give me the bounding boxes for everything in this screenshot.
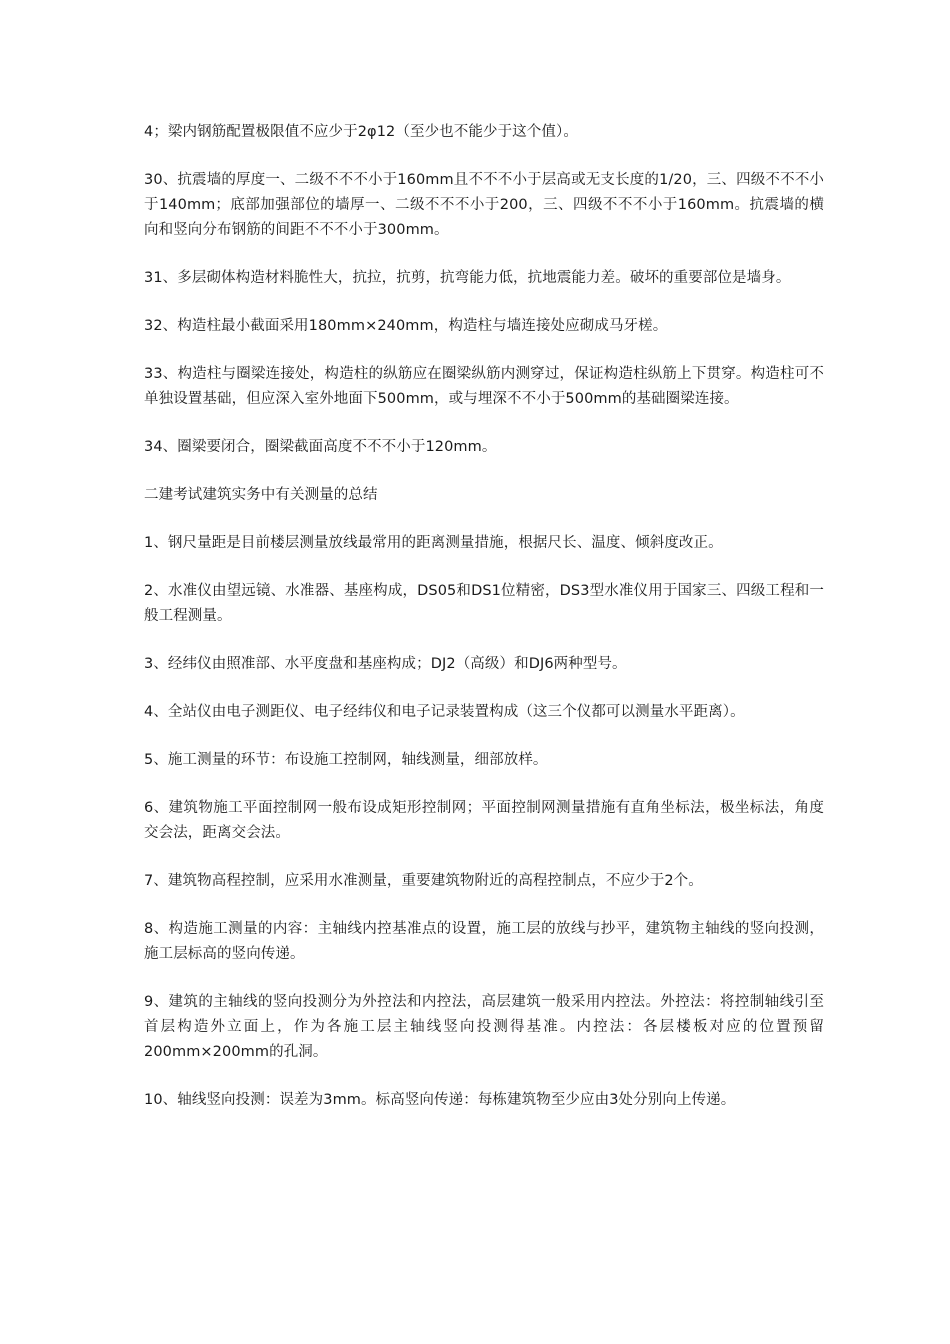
paragraph-31: 31、多层砌体构造材料脆性大，抗拉，抗剪，抗弯能力低，抗地震能力差。破坏的重要部位是墙身。 [144,270,791,286]
paragraph-10: 10、轴线竖向投测：误差为3mm。标高竖向传递：每栋建筑物至少应由3处分别向上传递。 [144,1092,736,1108]
document-body [144,120,824,1136]
paragraph-34: 34、圈梁要闭合，圈梁截面高度不不不小于120mm。 [144,439,497,455]
paragraph-8: 8、构造施工测量的内容：主轴线内控基准点的设置，施工层的放线与抄平，建筑物主轴线的竖向投测，施工层标高的竖向传递。 [144,921,824,962]
paragraph-30: 30、抗震墙的厚度一、二级不不不小于160mm且不不不小于层高或无支长度的1/20，三、四级不不不小于140mm；底部加强部位的墙厚一、二级不不不小于200，三、四级不不不小于160mm。抗震墙的横向和竖向分布钢筋的间距不不不小于300mm。 [144,172,824,238]
section-heading-surveying: 二建考试建筑实务中有关测量的总结 [144,487,378,503]
paragraph-7: 7、建筑物高程控制，应采用水准测量，重要建筑物附近的高程控制点，不应少于2个。 [144,873,703,889]
paragraph-beam-rebar: 4；梁内钢筋配置极限值不应少于2φ12（至少也不能少于这个值）。 [144,124,578,140]
paragraph-9: 9、建筑的主轴线的竖向投测分为外控法和内控法，高层建筑一般采用内控法。外控法：将控制轴线引至首层构造外立面上，作为各施工层主轴线竖向投测得基准。内控法：各层楼板对应的位置预留200mm×200mm的孔洞。 [144,994,824,1060]
paragraph-2: 2、水准仪由望远镜、水准器、基座构成，DS05和DS1位精密，DS3型水准仪用于国家三、四级工程和一般工程测量。 [144,583,824,624]
paragraph-6: 6、建筑物施工平面控制网一般布设成矩形控制网；平面控制网测量措施有直角坐标法，极坐标法，角度交会法，距离交会法。 [144,800,824,841]
paragraph-3: 3、经纬仪由照准部、水平度盘和基座构成；DJ2（高级）和DJ6两种型号。 [144,656,627,672]
paragraph-32: 32、构造柱最小截面采用180mm×240mm，构造柱与墙连接处应砌成马牙槎。 [144,318,668,334]
paragraph-4: 4、全站仪由电子测距仪、电子经纬仪和电子记录装置构成（这三个仪都可以测量水平距离）。 [144,704,745,720]
paragraph-33: 33、构造柱与圈梁连接处，构造柱的纵筋应在圈梁纵筋内测穿过，保证构造柱纵筋上下贯穿。构造柱可不单独设置基础，但应深入室外地面下500mm，或与埋深不不小于500mm的基础圈梁连接。 [144,366,824,407]
paragraph-5: 5、施工测量的环节：布设施工控制网，轴线测量，细部放样。 [144,752,548,768]
paragraph-1: 1、钢尺量距是目前楼层测量放线最常用的距离测量措施，根据尺长、温度、倾斜度改正。 [144,535,723,551]
